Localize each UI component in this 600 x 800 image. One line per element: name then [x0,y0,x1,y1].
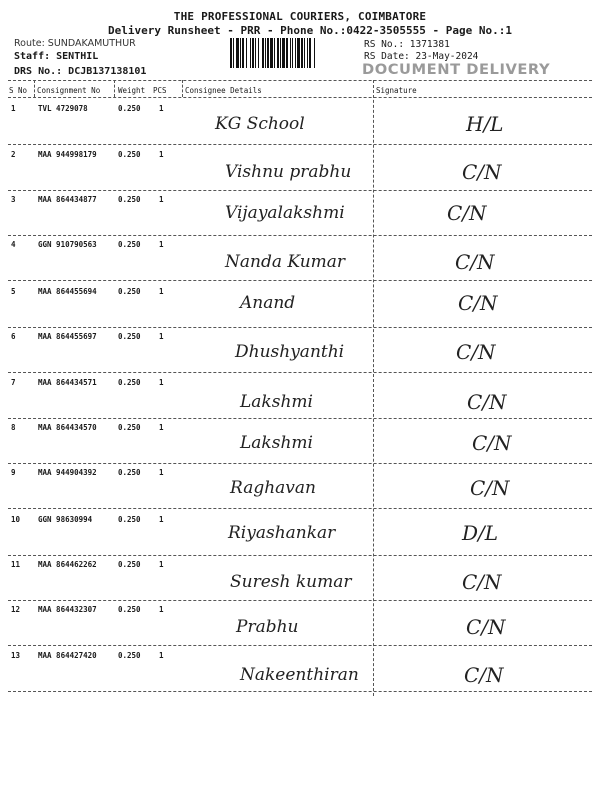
barcode-bar [304,38,305,68]
row-separator [8,463,592,464]
row-sno: 3 [11,195,16,204]
row-consignee-handwritten: Nanda Kumar [225,252,346,272]
route-label: Route: SUNDAKAMUTHUR [14,38,136,49]
barcode-bar [309,38,311,68]
header-top-rule [8,80,592,81]
barcode-bar [280,38,281,68]
col-header-sno: S No [9,86,28,95]
barcode-bar [230,38,232,68]
barcode-bar [255,38,256,68]
barcode-bar [297,38,300,68]
row-separator [8,645,592,646]
row-sno: 6 [11,332,16,341]
row-signature-handwritten: C/N [462,160,502,184]
staff-label: Staff: SENTHIL [14,51,99,62]
barcode-bar [252,38,254,68]
barcode-bar [265,38,266,68]
row-separator [8,600,592,601]
barcode-bar [290,38,291,68]
row-sno: 7 [11,378,16,387]
row-signature-handwritten: H/L [466,112,504,136]
barcode-bar [292,38,293,68]
barcode-bar [301,38,303,68]
rs-number: RS No.: 1371381 [364,39,450,50]
row-separator [8,235,592,236]
row-separator [8,418,592,419]
row-separator [8,372,592,373]
row-sno: 13 [11,651,21,660]
row-pcs: 1 [159,150,164,159]
row-signature-handwritten: C/N [472,431,512,455]
row-consignment-no: MAA 944998179 [38,150,97,159]
col-header-weight: Weight [118,86,146,95]
row-pcs: 1 [159,515,164,524]
row-pcs: 1 [159,240,164,249]
barcode-bar [314,38,315,68]
row-weight: 0.250 [118,605,141,614]
row-sno: 2 [11,150,16,159]
row-pcs: 1 [159,104,164,113]
row-weight: 0.250 [118,150,141,159]
row-consignment-no: TVL 4729078 [38,104,88,113]
barcode-bar [277,38,279,68]
row-signature-handwritten: C/N [447,201,487,225]
row-pcs: 1 [159,560,164,569]
drs-number: DRS No.: DCJB137138101 [14,66,147,77]
header-bottom-rule [8,97,592,98]
row-consignment-no: MAA 864455694 [38,287,97,296]
row-weight: 0.250 [118,240,141,249]
row-separator [8,280,592,281]
row-pcs: 1 [159,651,164,660]
row-sno: 5 [11,287,16,296]
row-consignee-handwritten: Anand [240,293,296,313]
barcode-bar [236,38,239,68]
row-consignment-no: MAA 864455697 [38,332,97,341]
row-consignee-handwritten: Vijayalakshmi [225,203,345,223]
column-divider-signature [373,80,374,696]
col-header-pcs: PCS [153,86,167,95]
row-consignee-handwritten: Nakeenthiran [240,665,359,685]
document-delivery-stamp: DOCUMENT DELIVERY [362,62,551,78]
row-consignee-handwritten: KG School [215,114,305,134]
barcode-bar [274,38,275,68]
row-sno: 10 [11,515,21,524]
row-consignee-handwritten: Vishnu prabhu [225,162,352,182]
row-separator [8,691,592,692]
barcode-bar [246,38,247,68]
row-weight: 0.250 [118,195,141,204]
row-pcs: 1 [159,287,164,296]
row-weight: 0.250 [118,104,141,113]
row-pcs: 1 [159,378,164,387]
row-consignee-handwritten: Lakshmi [240,433,313,453]
row-separator [8,555,592,556]
barcode-bar [286,38,288,68]
row-sno: 1 [11,104,16,113]
row-consignment-no: GGN 98630994 [38,515,93,524]
row-signature-handwritten: C/N [455,250,495,274]
row-consignment-no: MAA 864434877 [38,195,97,204]
row-consignee-handwritten: Riyashankar [228,523,336,543]
row-consignee-handwritten: Lakshmi [240,392,313,412]
row-sno: 4 [11,240,16,249]
row-pcs: 1 [159,423,164,432]
row-pcs: 1 [159,195,164,204]
row-sno: 12 [11,605,21,614]
row-weight: 0.250 [118,423,141,432]
barcode-bar [295,38,296,68]
row-signature-handwritten: D/L [462,521,499,545]
row-weight: 0.250 [118,515,141,524]
row-weight: 0.250 [118,651,141,660]
row-pcs: 1 [159,332,164,341]
row-consignment-no: MAA 864434571 [38,378,97,387]
row-weight: 0.250 [118,332,141,341]
barcode-bar [270,38,273,68]
column-divider-details [182,80,183,97]
runsheet-subtitle: Delivery Runsheet - PRR - Phone No.:0422-3505555 - Page No.:1 [108,24,512,37]
row-separator [8,144,592,145]
row-separator [8,508,592,509]
column-divider-sno [34,80,35,97]
col-header-signature: Signature [376,86,417,95]
barcode-bar [262,38,264,68]
row-consignment-no: MAA 944904392 [38,468,97,477]
row-weight: 0.250 [118,468,141,477]
row-separator [8,190,592,191]
row-signature-handwritten: C/N [470,476,510,500]
col-header-consignee: Consignee Details [185,86,262,95]
barcode-bar [240,38,241,68]
barcode-bar [242,38,244,68]
row-consignee-handwritten: Dhushyanthi [235,342,345,362]
row-weight: 0.250 [118,287,141,296]
row-consignee-handwritten: Prabhu [236,617,299,637]
row-signature-handwritten: C/N [467,390,507,414]
barcode-bar [267,38,269,68]
barcode-bar [258,38,259,68]
company-name: THE PROFESSIONAL COURIERS, COIMBATORE [173,10,427,23]
row-pcs: 1 [159,605,164,614]
row-weight: 0.250 [118,560,141,569]
barcode-bar [307,38,308,68]
rs-date: RS Date: 23-May-2024 [364,51,479,62]
row-consignment-no: MAA 864432307 [38,605,97,614]
row-consignment-no: MAA 864462262 [38,560,97,569]
row-sno: 9 [11,468,16,477]
row-pcs: 1 [159,468,164,477]
row-signature-handwritten: C/N [466,615,506,639]
row-consignment-no: MAA 864434570 [38,423,97,432]
barcode-bar [233,38,234,68]
row-consignment-no: GGN 910790563 [38,240,97,249]
row-weight: 0.250 [118,378,141,387]
row-sno: 8 [11,423,16,432]
barcode-bar [250,38,251,68]
row-separator [8,327,592,328]
barcode-image [230,38,356,68]
row-consignment-no: MAA 864427420 [38,651,97,660]
col-header-consignment: Consignment No [37,86,101,95]
row-consignee-handwritten: Raghavan [230,478,316,498]
row-sno: 11 [11,560,21,569]
row-signature-handwritten: C/N [464,663,504,687]
row-signature-handwritten: C/N [456,340,496,364]
row-signature-handwritten: C/N [458,291,498,315]
barcode-bar [282,38,285,68]
column-divider-consignment [114,80,115,97]
row-signature-handwritten: C/N [462,570,502,594]
row-consignee-handwritten: Suresh kumar [230,572,352,592]
